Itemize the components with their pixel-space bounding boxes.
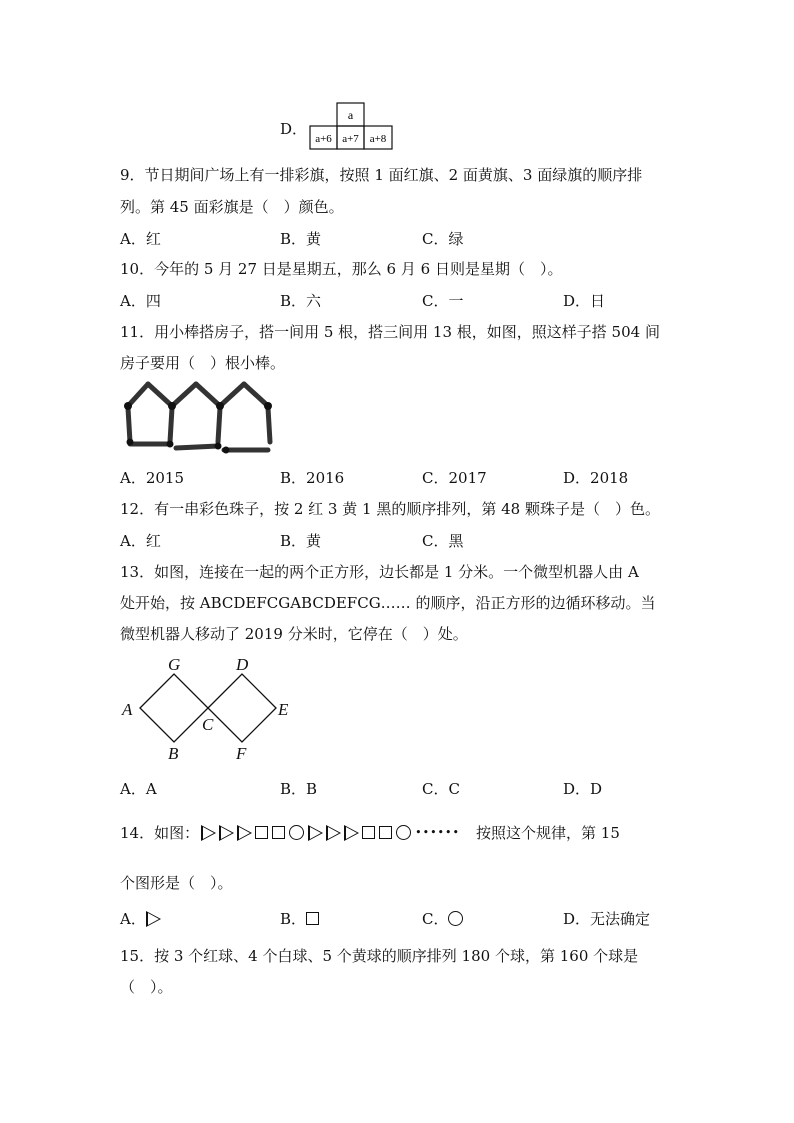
- q9-text-line1: 9．节日期间广场上有一排彩旗，按照 1 面红旗、2 面黄旗、3 面绿旗的顺序排: [120, 166, 643, 184]
- q11-option-c: C．2017: [422, 469, 487, 487]
- q13-text-line1: 13．如图，连接在一起的两个正方形，边长都是 1 分米。一个微型机器人由 A: [120, 563, 639, 581]
- q9-text-line2: 列。第 45 面彩旗是（ ）颜色。: [120, 198, 344, 216]
- q10-option-a: A．四: [120, 292, 161, 310]
- q14-option-d: D．无法确定: [563, 910, 651, 928]
- q12-option-c: C．黑: [422, 532, 464, 550]
- q13-option-b: B．B: [280, 780, 318, 798]
- square-icon: [255, 826, 268, 839]
- q8-grid-text: a+8: [369, 133, 387, 145]
- q10-option-c: C．一: [422, 292, 464, 310]
- q14-option-b-label: B．: [280, 910, 307, 928]
- q10-text: 10．今年的 5 月 27 日是星期五，那么 6 月 6 日则是星期（ ）。: [120, 260, 563, 278]
- q13-label-f: F: [236, 744, 247, 763]
- triangle-icon: [237, 825, 252, 841]
- q13-label-d: D: [236, 655, 249, 674]
- q14-ellipsis-dots: ••••••: [415, 826, 461, 839]
- q13-text-line2: 处开始，按 ABCDEFCGABCDEFCG…… 的顺序，沿正方形的边循环移动。当: [120, 594, 656, 612]
- q13-text-line3: 微型机器人移动了 2019 分米时，它停在（ ）处。: [120, 625, 468, 643]
- q13-label-a: A: [122, 700, 133, 719]
- q8-grid-figure: [308, 102, 394, 152]
- q8-grid-text: a+6: [315, 133, 332, 145]
- triangle-icon: [344, 825, 359, 841]
- q13-right-square: [208, 674, 276, 742]
- triangle-icon: [146, 911, 161, 927]
- q11-option-b: B．2016: [280, 469, 345, 487]
- triangle-icon: [326, 825, 341, 841]
- q11-option-d: D．2018: [563, 469, 629, 487]
- q12-option-a: A．红: [120, 532, 161, 550]
- q9-option-c: C．绿: [422, 230, 464, 248]
- circle-icon: [448, 911, 463, 926]
- q11-text-line1: 11．用小棒搭房子，搭一间用 5 根，搭三间用 13 根，如图，照这样子搭 504 间: [120, 323, 660, 341]
- q13-two-squares-figure: [118, 652, 298, 767]
- q15-text-line2: （ ）。: [120, 978, 173, 996]
- q13-option-d: D．D: [563, 780, 603, 798]
- triangle-icon: [219, 825, 234, 841]
- q13-option-c: C．C: [422, 780, 460, 798]
- q13-left-square: [140, 674, 208, 742]
- q11-matchstick-houses-figure: [118, 378, 288, 458]
- q9-option-a: A．红: [120, 230, 161, 248]
- triangle-icon: [201, 825, 216, 841]
- q13-label-c: C: [202, 715, 214, 734]
- square-icon: [379, 826, 392, 839]
- q13-label-g: G: [168, 655, 181, 674]
- q8-option-d-label: D．: [280, 120, 308, 138]
- q14-option-c: [422, 908, 467, 929]
- q10-option-b: B．六: [280, 292, 322, 310]
- circle-icon: [396, 825, 411, 840]
- q15-text-line1: 15．按 3 个红球、4 个白球、5 个黄球的顺序排列 180 个球，第 160 个球是: [120, 947, 639, 965]
- q14-suffix: 按照这个规律，第 15: [476, 824, 620, 842]
- q12-option-b: B．黄: [280, 532, 322, 550]
- q14-option-c-label: C．: [422, 910, 449, 928]
- q14-option-b: [280, 908, 323, 929]
- q14-pattern-row: [120, 822, 620, 843]
- q14-text-line2: 个图形是（ ）。: [120, 874, 233, 892]
- q9-option-b: B．黄: [280, 230, 322, 248]
- square-icon: [272, 826, 285, 839]
- q13-label-b: B: [168, 744, 179, 763]
- q8-grid-text: a+7: [342, 133, 359, 145]
- q14-option-a: [120, 908, 164, 929]
- q11-option-a: A．2015: [120, 469, 185, 487]
- square-icon: [362, 826, 375, 839]
- circle-icon: [289, 825, 304, 840]
- q14-prefix: 14．如图：: [120, 824, 200, 842]
- square-icon: [306, 912, 319, 925]
- q10-option-d: D．日: [563, 292, 606, 310]
- q12-text: 12．有一串彩色珠子，按 2 红 3 黄 1 黑的顺序排列，第 48 颗珠子是（ ）色。: [120, 500, 660, 518]
- q8-grid-top-text: a: [347, 108, 354, 122]
- q11-text-line2: 房子要用（ ）根小棒。: [120, 354, 286, 372]
- q13-option-a: A．A: [120, 780, 157, 798]
- triangle-icon: [308, 825, 323, 841]
- q14-option-a-label: A．: [120, 910, 146, 928]
- q13-label-e: E: [278, 700, 289, 719]
